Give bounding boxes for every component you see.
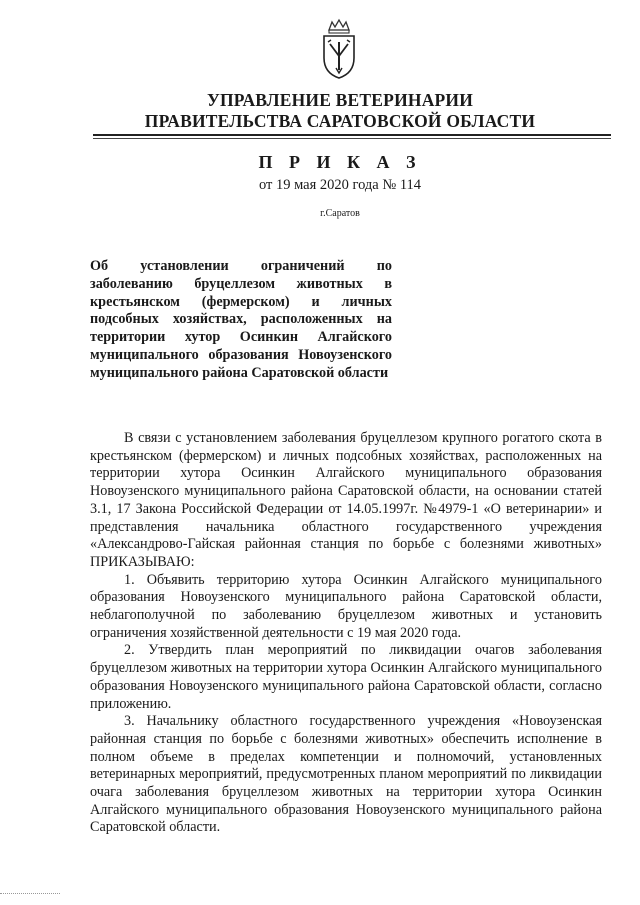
order-subject: Об установлении ограничений по заболеванию бруцеллезом животных в крестьянском (фермерском) и личных подсобных хозяйствах, расположенных на территории хутор Осинкин Алгайского муниципального образования Новоузенского муниципального района Саратовской области bbox=[90, 258, 392, 381]
order-item-1: 1. Объявить территорию хутора Осинкин Алгайского муниципального образования Новоузенского муниципального района Саратовской области, неблагополучной по заболеванию бруцеллезом животных и установить ограничения хозяйственной деятельности с 19 мая 2020 года. bbox=[90, 571, 602, 641]
org-name-line-1: УПРАВЛЕНИЕ ВЕТЕРИНАРИИ bbox=[206, 90, 474, 110]
scan-edge-mark bbox=[0, 893, 60, 895]
order-item-3: 3. Начальнику областного государственного учреждения «Новоузенская районная станция по борьбе с болезнями животных» обеспечить исполнение в полном объеме в пределах компетенции и полномочий, установленных ветеринарных мероприятий, предусмотренных планом мероприятий по ликвидации очага заболевания бруцеллезом животных на территории хутора Осинкин Алгайского муниципального образования Новоузенского муниципального района Саратовской области. bbox=[90, 713, 602, 836]
org-name-line-2: ПРАВИТЕЛЬСТВА САРАТОВСКОЙ ОБЛАСТИ bbox=[144, 111, 536, 131]
saratov-coat-of-arms-icon bbox=[320, 18, 358, 80]
order-item-2: 2. Утвердить план мероприятий по ликвидации очагов заболевания бруцеллезом животных на территории хутора Осинкин Алгайского муниципального образования Новоузенского муниципального района Саратовской области, согласно приложению. bbox=[90, 642, 602, 712]
order-body bbox=[90, 430, 602, 837]
preamble-paragraph: В связи с установлением заболевания бруцеллезом крупного рогатого скота в крестьянском (фермерском) и личных подсобных хозяйствах, расположенных на территории хутора Осинкин Алгайского муниципального образования Новоузенского муниципального района Саратовской области, на основании статей 3.1, 17 Закона Российской Федерации от 14.05.1997г. №4979-1 «О ветеринарии» и представления начальника областного государственного учреждения «Александрово-Гайская районная станция по борьбе с болезнями животных» ПРИКАЗЫВАЮ: bbox=[90, 430, 602, 570]
order-title: П Р И К А З bbox=[258, 152, 422, 172]
order-city: г.Саратов bbox=[320, 208, 360, 219]
header-divider-thin bbox=[93, 138, 611, 139]
header-divider bbox=[93, 134, 611, 136]
order-date: от 19 мая 2020 года № 114 bbox=[258, 177, 422, 193]
